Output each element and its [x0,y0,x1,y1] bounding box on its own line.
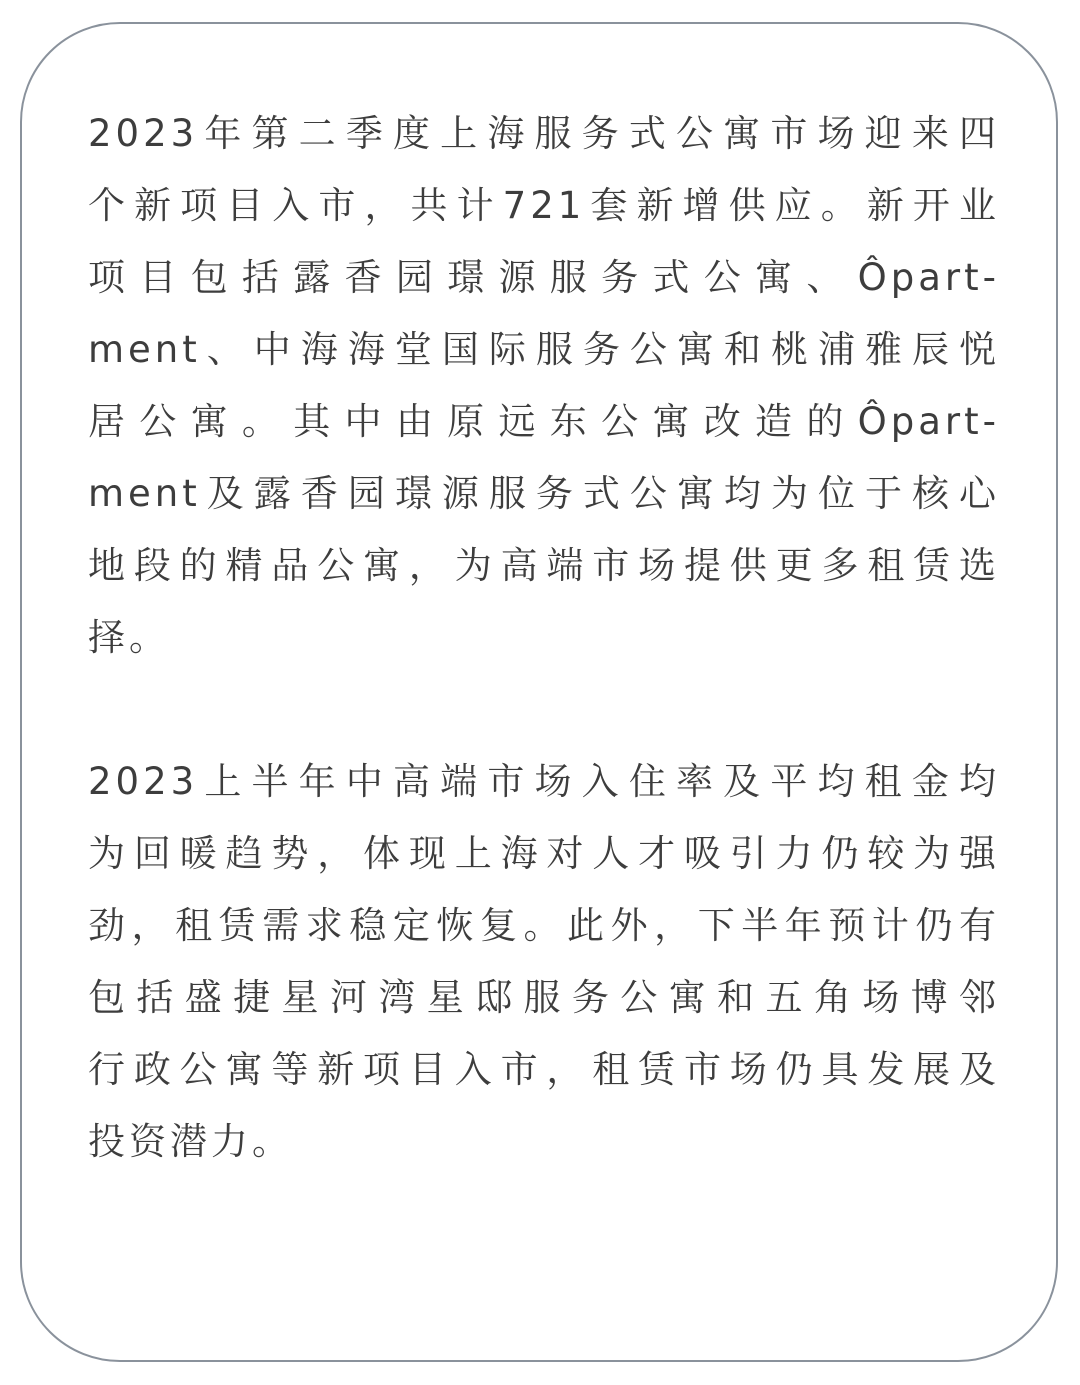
text-line: 2023年第二季度上海服务式公寓市场迎来四 [88,112,1000,155]
text-line: 投资潜力。 [88,1120,293,1163]
text-line: 行政公寓等新项目入市，租赁市场仍具发展及 [88,1048,1000,1091]
text-line: 居公寓。其中由原远东公寓改造的Ôpart- [88,400,1000,443]
paragraph-outlook [88,746,1000,1178]
paragraph-gap [88,674,1000,746]
paragraph-supply [88,98,1000,674]
text-line: 项目包括露香园璟源服务式公寓、Ôpart- [88,256,1000,299]
text-line: 包括盛捷星河湾星邸服务公寓和五角场博邻 [88,976,1000,1019]
text-line: 地段的精品公寓，为高端市场提供更多租赁选 [88,544,1000,587]
text-line: 为回暖趋势，体现上海对人才吸引力仍较为强 [88,832,1000,875]
text-line: 择。 [88,616,170,659]
text-line: ment、中海海堂国际服务公寓和桃浦雅辰悦 [88,328,1000,371]
article-body [88,98,1000,1178]
text-line: ment及露香园璟源服务式公寓均为位于核心 [88,472,1000,515]
text-line: 个新项目入市，共计721套新增供应。新开业 [88,184,1000,227]
text-line: 2023上半年中高端市场入住率及平均租金均 [88,760,1000,803]
text-line: 劲，租赁需求稳定恢复。此外，下半年预计仍有 [88,904,1000,947]
